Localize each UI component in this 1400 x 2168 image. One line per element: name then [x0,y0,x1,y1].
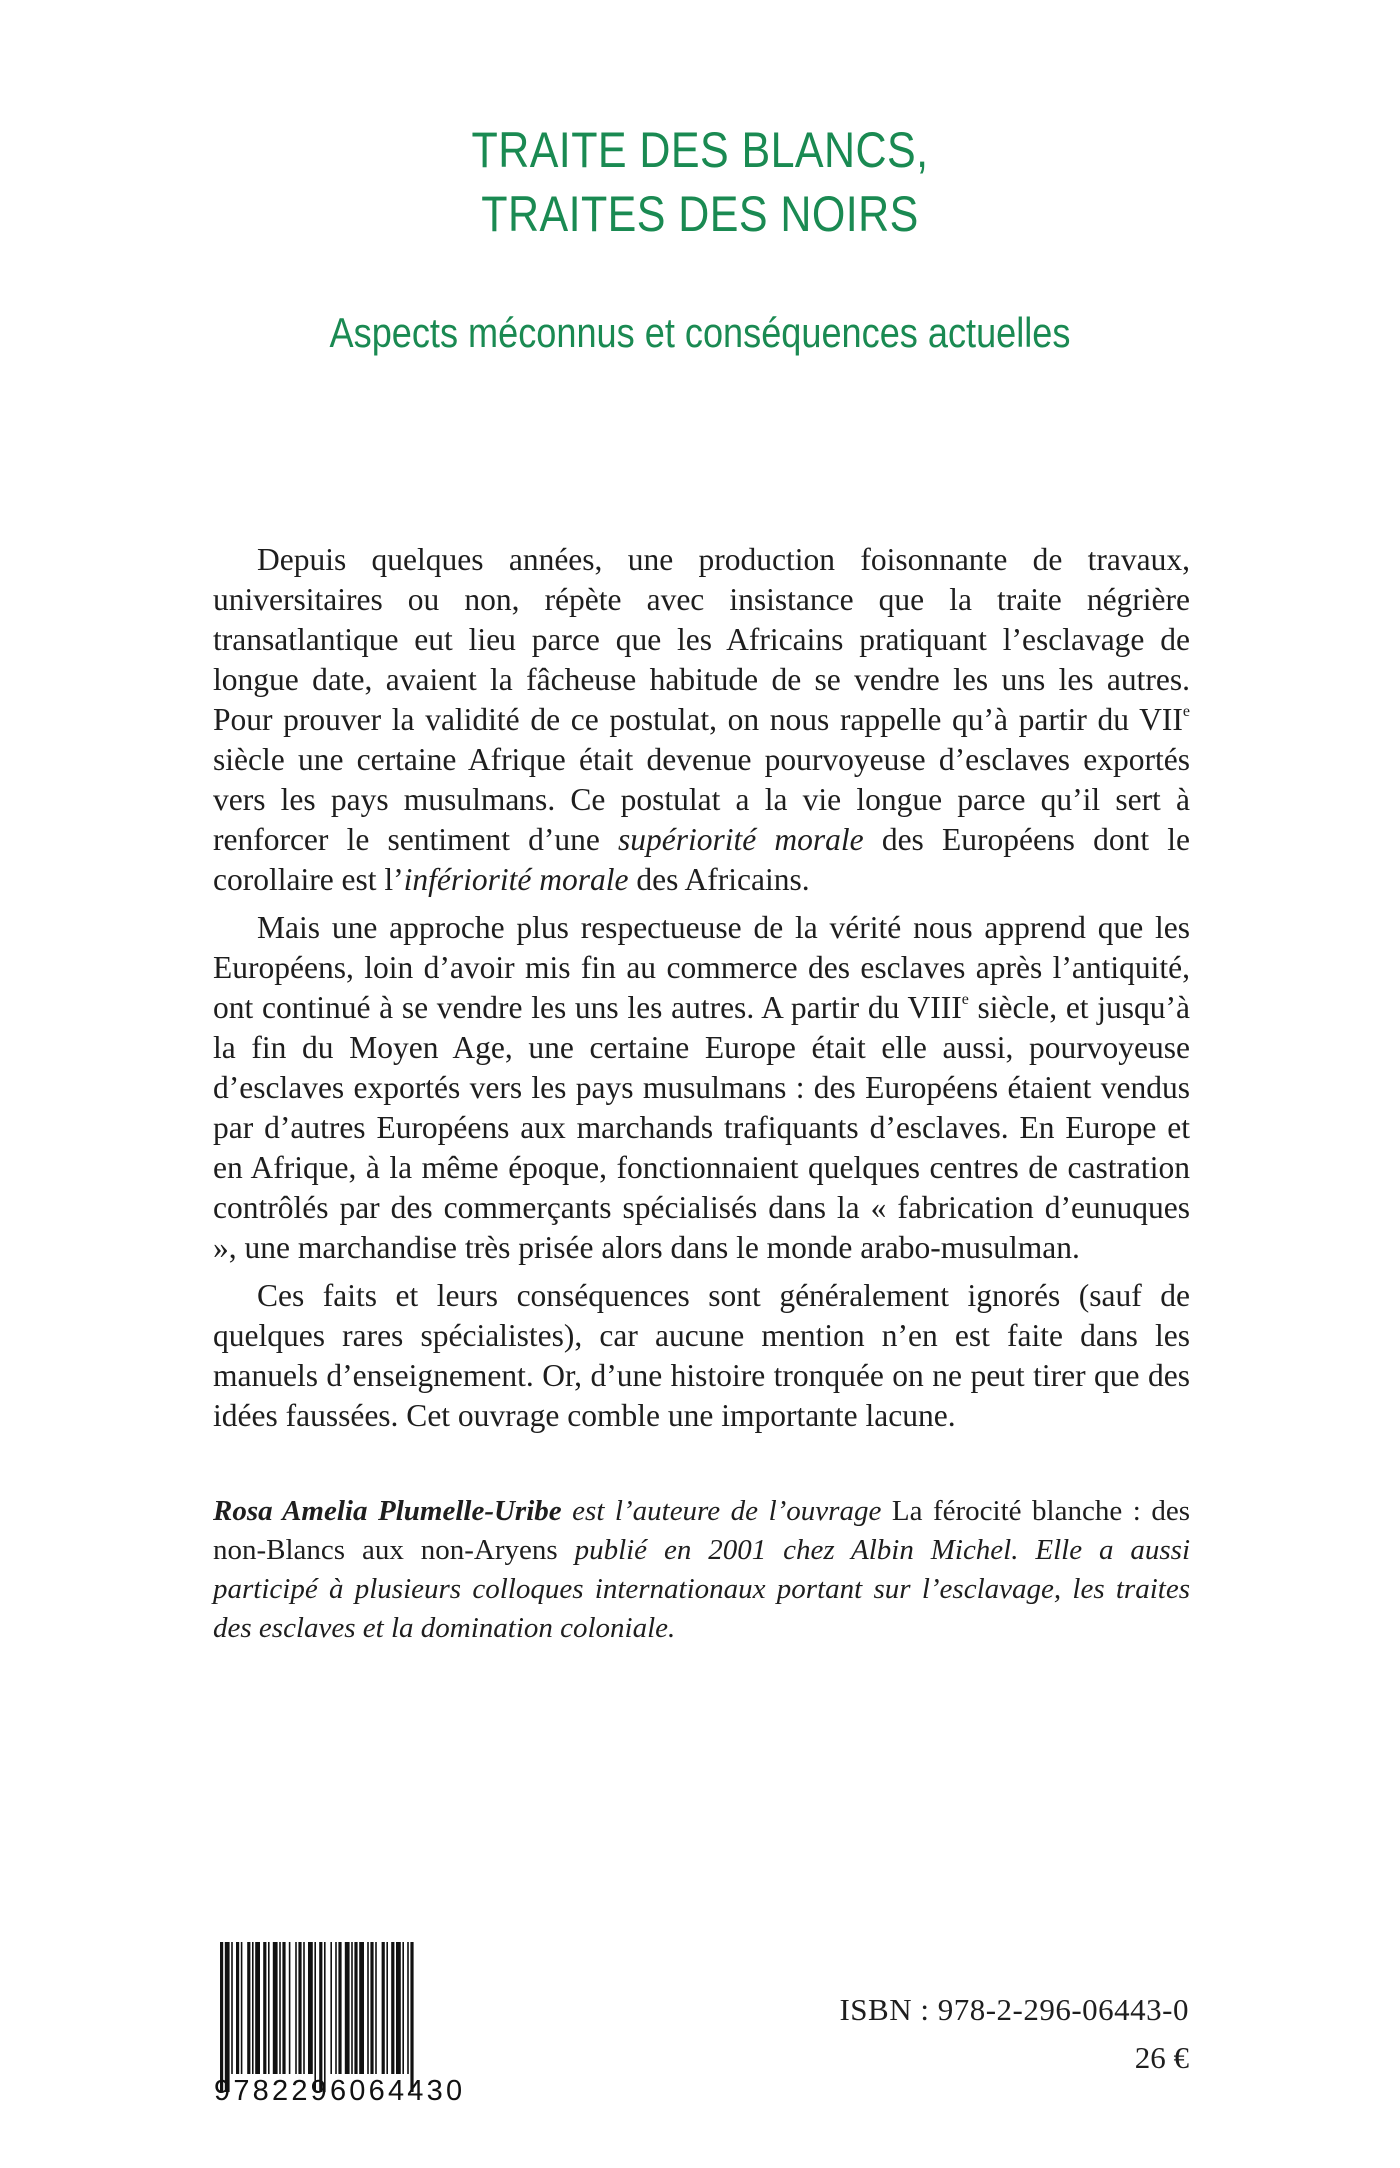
superscript: e [961,991,969,1008]
barcode-bar [236,1942,239,2074]
author-bio [213,1492,1190,1648]
barcode-bar [335,1942,337,2074]
barcode-bar [273,1942,278,2074]
text-run: des Africains. [628,862,810,897]
barcode-bar [263,1942,266,2074]
barcode-bar [391,1942,394,2074]
text-run: est l’auteure de l’ouvrage [561,1495,892,1527]
barcode-bar [367,1942,369,2074]
emphasis: infériorité morale [403,862,629,897]
barcode-bar [375,1942,377,2074]
barcode-bar [255,1942,260,2074]
author-name: Rosa Amelia Plumelle-Uribe [213,1495,562,1527]
text-run: Mais une approche plus respectueuse de la vérité nous apprend que les Européens, loin d’avoir mis fin au commerce des esclaves après l’antiquité, ont continué à se vendre les uns les autres. A partir du VIII [213,910,1190,1025]
barcode-bar [247,1942,250,2074]
barcode-bar [345,1942,350,2074]
barcode-bar [407,1942,409,2074]
barcode-bar [225,1942,230,2092]
barcode-bar [370,1942,373,2074]
barcode-bar [282,1942,285,2074]
blurb [213,540,1190,1444]
barcode-bar [319,1942,322,2092]
text-run: des Européens dont le corollaire est l’ [213,822,1190,897]
barcode-bar [386,1942,388,2074]
barcode-bar [314,1942,316,2092]
barcode-bar [308,1942,313,2074]
text-run: siècle une certaine Afrique était devenue pourvoyeuse d’esclaves exportés vers les pays musulmans. Ce postulat a la vie longue parce qu’il sert à renforcer le sentiment d’une [213,742,1190,857]
barcode-bar [338,1942,341,2074]
barcode-bar [241,1942,243,2074]
book-title [98,118,1302,246]
barcode-bar [289,1942,291,2074]
barcode-bar [279,1942,281,2074]
isbn: ISBN : 978-2-296-06443-0 [839,1992,1189,2027]
barcode-bar [231,1942,233,2074]
superscript: e [1182,703,1190,720]
blurb-paragraph-3: Ces faits et leurs conséquences sont généralement ignorés (sauf de quelques rares spécialistes), car aucune mention n’en est faite dans les manuels d’enseignement. Or, d’une histoire tronquée on ne peut tirer que des idées faussées. Cet ouvrage comble une importante lacune. [213,1278,1190,1433]
text-run: publié en 2001 chez Albin Michel. Elle a aussi participé à plusieurs colloques internationaux portant sur l’esclavage, les traites des esclaves et la domination coloniale. [213,1534,1190,1644]
text-run: siècle, et jusqu’à la fin du Moyen Age, une certaine Europe était elle aussi, pourvoyeuse d’esclaves exportés vers les pays musulmans : des Européens étaient vendus par d’autres Européens aux marchands trafiquants d’esclaves. En Europe et en Afrique, à la même époque, fonctionnaient quelques centres de castration contrôlés par des commerçants spécialisés dans la « fabrication d’eunuques », une marchandise très prisée alors dans le monde arabo-musulman. [213,990,1191,1265]
barcode-bar [410,1942,413,2092]
barcode-digits: 9782296064430 [214,2075,466,2107]
barcode-bar [382,1942,385,2074]
barcode-bar [330,1942,332,2074]
barcode-bar [252,1942,254,2074]
barcode-bar [396,1942,401,2074]
price: 26 € [1134,2040,1189,2075]
book-subtitle: Aspects méconnus et conséquences actuelles [329,309,1071,356]
book-title-line-2: TRAITES DES NOIRS [481,186,919,242]
barcode-bar [303,1942,305,2074]
emphasis: supériorité morale [618,822,864,857]
barcode-bar [295,1942,297,2074]
barcode-bar [359,1942,364,2074]
barcode-bar [402,1942,404,2074]
text-run: Depuis quelques années, une production foisonnante de travaux, universitaires ou non, répète avec insistance que la traite négrière transatlantique eut lieu parce que les Africains pratiquant l’esclavage de longue date, avaient la fâcheuse habitude de se vendre les uns les autres. Pour prouver la validité de ce postulat, on nous rappelle qu’à partir du VII [213,542,1190,737]
barcode-bar [324,1942,326,2092]
barcode-bar [354,1942,357,2074]
blurb-paragraph-2 [213,908,1190,1268]
book-reference: La férocité blanche : des non-Blancs aux non-Aryens [213,1495,1190,1566]
book-title-line-1: TRAITE DES BLANCS, [471,122,929,178]
blurb-paragraph-1 [213,540,1190,900]
barcode-bar [351,1942,353,2074]
barcode-bar [298,1942,301,2074]
barcode-bar [268,1942,270,2074]
barcode-bar [220,1942,223,2092]
